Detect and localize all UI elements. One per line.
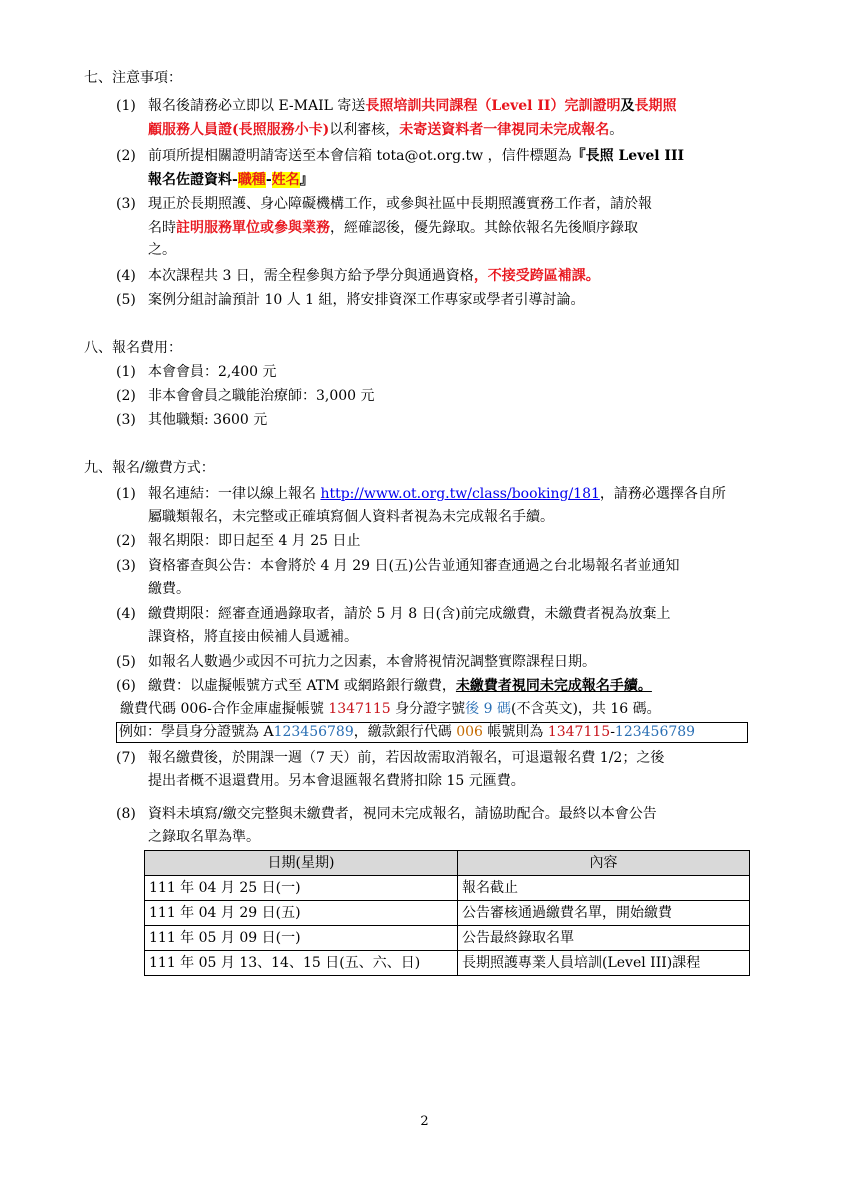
s9-item2-line1: 報名期限：即日起至 4 月 25 日止 [148, 533, 361, 549]
s9-item7-line2: 提出者概不退還費用。另本會退匯報名費將扣除 15 元匯費。 [148, 773, 525, 789]
highlight-text: ，不接受跨區補課。 [473, 268, 600, 284]
item-number: (5) [116, 292, 136, 308]
highlight-text: 姓名 [271, 172, 300, 188]
s9-item5-line1: 如報名人數過少或因不可抗力之因素，本會將視情況調整實際課程日期。 [148, 654, 596, 670]
text: 123456789 [614, 724, 696, 740]
highlight-text: 註明服務單位或參與業務 [176, 220, 330, 236]
item-number: (3) [116, 558, 136, 574]
text: 繳費代碼 006-合作金庫虛擬帳號 [120, 701, 329, 717]
text: 報名佐證資料- [148, 172, 238, 188]
highlight-text: 未寄送資料者一律視同未完成報名 [399, 122, 610, 138]
s9-item8-line2: 之錄取名單為準。 [148, 829, 260, 845]
s9-item4-line1: 繳費期限：經審查通過錄取者，請於 5 月 8 日(含)前完成繳費，未繳費者視為放棄上 [148, 606, 671, 622]
text: 006 [456, 724, 483, 740]
text: 以利審核， [329, 122, 400, 138]
text: - [265, 172, 272, 188]
table-row [145, 951, 750, 976]
item-number: (4) [116, 606, 136, 622]
section-7-title: 七、注意事項： [84, 70, 182, 86]
s9-item8-line1: 資料未填寫/繳交完整與未繳費者，視同未完成報名，請協助配合。最終以本會公告 [148, 806, 657, 822]
text: ，經確認後，優先錄取。其餘依報名先後順序錄取 [330, 220, 638, 236]
s9-item6-line2 [120, 699, 661, 719]
section-9-title: 九、報名/繳費方式： [84, 460, 215, 476]
text: 身分證字號 [390, 701, 466, 717]
item-number: (5) [116, 654, 136, 670]
item-number: (2) [116, 388, 136, 404]
highlight-text: 職種 [237, 172, 266, 188]
item-number: (3) [116, 196, 136, 212]
text: 後 9 碼 [465, 701, 511, 717]
fee-item: 非本會會員之職能治療師：3,000 元 [148, 388, 375, 404]
text: ，繳款銀行代碼 [353, 724, 457, 740]
item-number: (6) [116, 678, 136, 694]
date-cell: 111 年 04 月 25 日(一) [145, 876, 458, 901]
table-header-row [145, 851, 750, 876]
s7-item5-line1: 案例分組討論預計 10 人 1 組，將安排資深工作專家或學者引導討論。 [148, 292, 585, 308]
item-number: (4) [116, 268, 136, 284]
text: 例如：學員身分證號為 A [119, 724, 274, 740]
item-number: (1) [116, 364, 136, 380]
booking-link[interactable]: http://www.ot.org.tw/class/booking/181 [320, 486, 600, 502]
text: ，請務必選擇各自所 [599, 486, 726, 502]
text: 報名後請務必立即以 E-MAIL 寄送 [148, 98, 366, 114]
table-row [145, 901, 750, 926]
item-number: (2) [116, 533, 136, 549]
s9-item3-line1: 資格審查與公告：本會將於 4 月 29 日(五)公告並通知審查通過之台北場報名者並通知 [148, 558, 680, 574]
highlight-text: 長期照 [634, 98, 677, 114]
s7-item4-line1 [148, 266, 600, 286]
example-box [116, 722, 748, 743]
content-cell: 長期照護專業人員培訓(Level III)課程 [458, 951, 750, 976]
s9-item6-line1 [148, 676, 652, 696]
column-header-content: 內容 [458, 851, 750, 876]
column-header-date: 日期(星期) [145, 851, 458, 876]
content-cell: 公告審核通過繳費名單，開始繳費 [458, 901, 750, 926]
highlight-text: 未繳費者視同未完成報名手續。 [455, 678, 652, 694]
s7-item3-line3: 之。 [148, 242, 176, 258]
text: 報名連結：一律以線上報名 [148, 486, 321, 502]
s7-item2-line2 [148, 170, 314, 190]
text: 。 [609, 122, 624, 138]
s7-item1-line1 [148, 96, 676, 116]
date-cell: 111 年 05 月 13、14、15 日(五、六、日) [145, 951, 458, 976]
text: 『長照 Level III [571, 148, 685, 164]
text: 本次課程共 3 日，需全程參與方給予學分與通過資格 [148, 268, 474, 284]
text: 1347115 [547, 724, 611, 740]
s9-item4-line2: 課資格，將直接由候補人員遞補。 [148, 629, 358, 645]
content-cell: 報名截止 [458, 876, 750, 901]
item-number: (1) [116, 98, 136, 114]
text: 名時 [148, 220, 176, 236]
s7-item1-line2 [148, 120, 623, 140]
content-cell: 公告最終錄取名單 [458, 926, 750, 951]
section-8-title: 八、報名費用： [84, 340, 182, 356]
schedule-table [144, 850, 750, 976]
s7-item2-line1 [148, 146, 684, 166]
fee-item: 其他職類: 3600 元 [148, 412, 268, 428]
text: 繳費：以虛擬帳號方式至 ATM 或網路銀行繳費， [148, 678, 456, 694]
text: - [610, 724, 615, 740]
s7-item3-line2 [148, 218, 638, 238]
date-cell: 111 年 05 月 09 日(一) [145, 926, 458, 951]
item-number: (7) [116, 750, 136, 766]
s9-item3-line2: 繳費。 [148, 581, 190, 597]
item-number: (8) [116, 806, 136, 822]
text: 』 [299, 172, 314, 188]
text: 及 [620, 98, 635, 114]
item-number: (2) [116, 148, 136, 164]
text: 帳號則為 [482, 724, 548, 740]
item-number: (3) [116, 412, 136, 428]
text: 123456789 [273, 724, 354, 740]
fee-item: 本會會員：2,400 元 [148, 364, 277, 380]
item-number: (1) [116, 486, 136, 502]
s9-item1-line1 [148, 484, 726, 504]
table-row [145, 876, 750, 901]
text: (不含英文)，共 16 碼。 [510, 701, 661, 717]
account-code: 1347115 [328, 701, 391, 717]
highlight-text: 長照培訓共同課程（Level II）完訓證明 [365, 98, 621, 114]
page-number: 2 [420, 1114, 429, 1129]
s7-item3-line1: 現正於長期照護、身心障礙機構工作，或參與社區中長期照護實務工作者，請於報 [148, 196, 652, 212]
table-row [145, 926, 750, 951]
date-cell: 111 年 04 月 29 日(五) [145, 901, 458, 926]
text: 前項所提相關證明請寄送至本會信箱 tota@ot.org.tw ，信件標題為 [148, 148, 572, 164]
s9-item7-line1: 報名繳費後，於開課一週（7 天）前，若因故需取消報名，可退還報名費 1/2；之後 [148, 750, 665, 766]
highlight-text: 顧服務人員證(長照服務小卡) [148, 122, 330, 138]
s9-item1-line2: 屬職類報名，未完整或正確填寫個人資料者視為未完成報名手續。 [148, 509, 554, 525]
